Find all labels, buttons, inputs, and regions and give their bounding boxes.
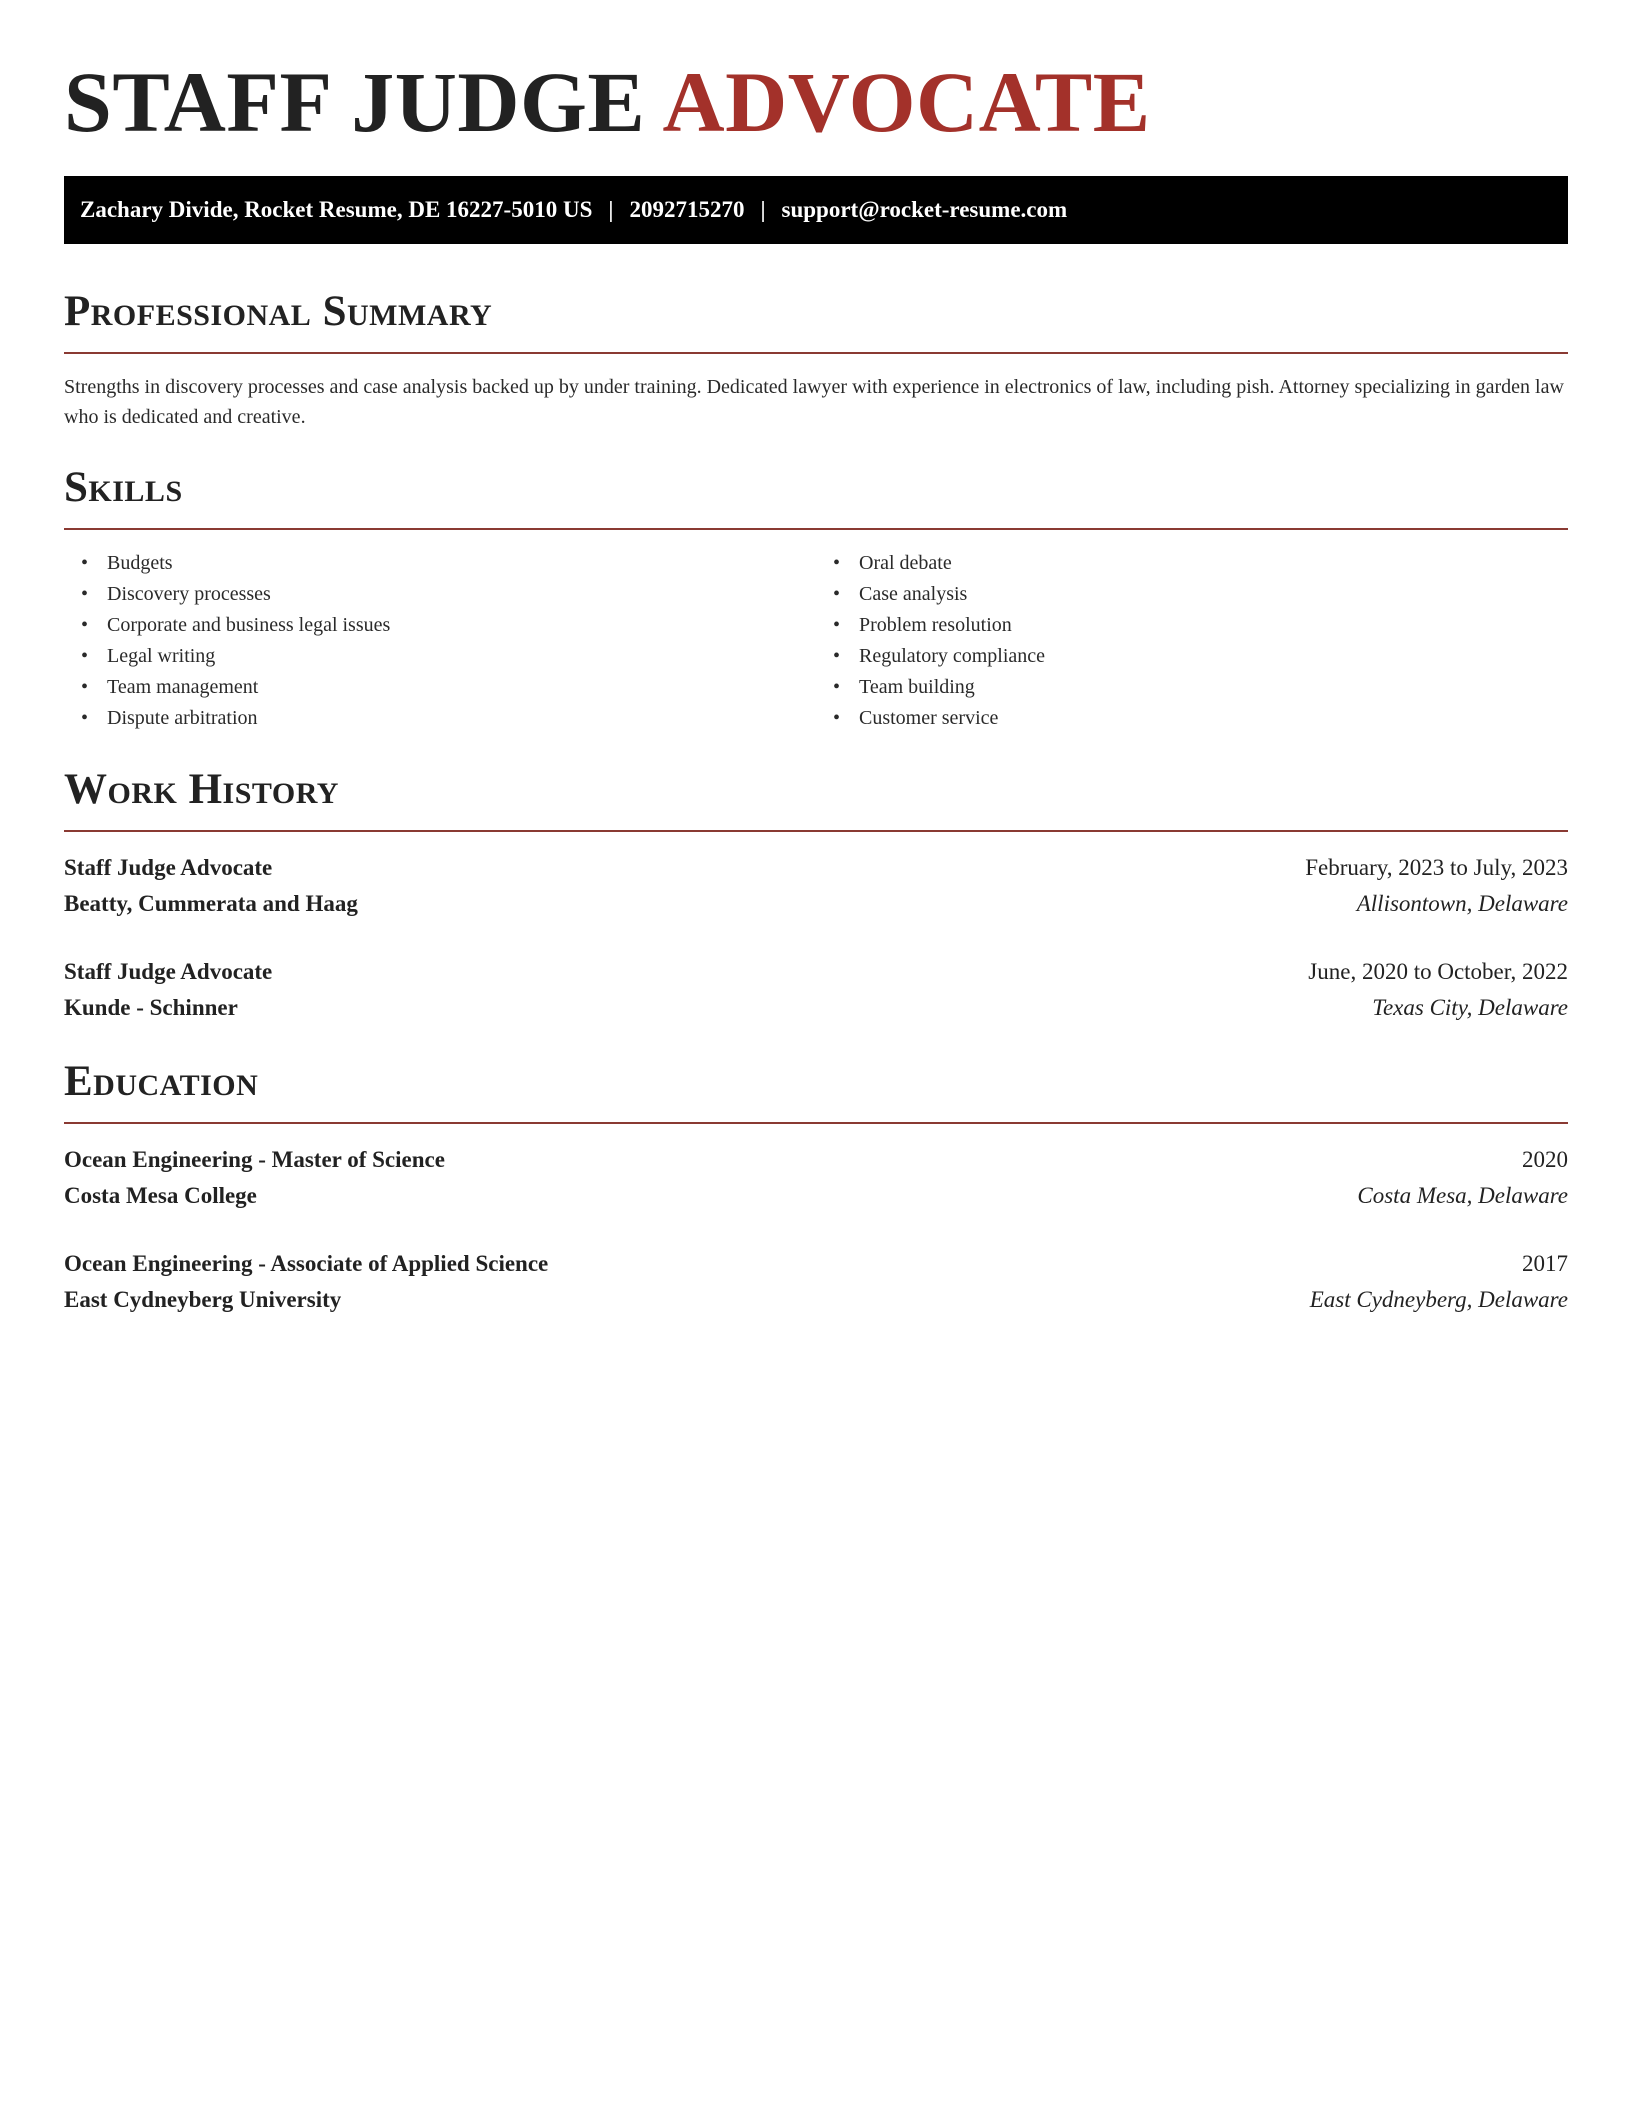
skill-item [833,579,1568,610]
bullet-icon: • [833,676,841,698]
job-location: Texas City, Delaware [1372,995,1568,1020]
title-first-part: STAFF JUDGE [64,54,646,150]
skill-item [81,610,816,641]
section-divider [64,1122,1568,1124]
skills-section [64,462,1568,734]
skill-label: Team management [107,676,259,698]
section-heading-summary: Professional Summary [64,288,493,335]
skills-grid [64,548,1568,734]
entry-row [64,886,1568,922]
section-divider [64,352,1568,354]
job-title: Staff Judge Advocate [64,855,273,880]
resume-title [64,52,1568,152]
bullet-icon: • [81,707,89,729]
entry-row [64,990,1568,1026]
section-heading-skills: Skills [64,464,183,511]
job-company: Kunde - Schinner [64,995,238,1020]
skill-item [833,703,1568,734]
section-heading-education: Education [64,1058,259,1105]
school-name: East Cydneyberg University [64,1287,342,1312]
education-entry [64,1246,1568,1318]
skill-item [833,672,1568,703]
skill-item [833,548,1568,579]
school-location: Costa Mesa, Delaware [1357,1183,1568,1208]
job-dates: February, 2023 to July, 2023 [1305,855,1568,880]
skill-label: Dispute arbitration [107,707,258,729]
bullet-icon: • [81,645,89,667]
skill-label: Customer service [859,707,999,729]
skill-item [81,579,816,610]
entry-row [64,1178,1568,1214]
skill-label: Budgets [107,552,173,574]
education-section [64,1056,1568,1318]
section-divider [64,830,1568,832]
skill-label: Oral debate [859,552,952,574]
contact-separator: | [760,197,766,222]
entry-row [64,1282,1568,1318]
school-name: Costa Mesa College [64,1183,257,1208]
degree-title: Ocean Engineering - Master of Science [64,1147,445,1172]
work-entry [64,954,1568,1026]
job-location: Allisontown, Delaware [1356,891,1568,916]
skill-label: Regulatory compliance [859,645,1046,667]
bullet-icon: • [833,614,841,636]
work-entry [64,850,1568,922]
bullet-icon: • [833,707,841,729]
bullet-icon: • [81,552,89,574]
summary-text: Strengths in discovery processes and case analysis backed up by under training. Dedicated lawyer with experience in electronics of law, including pish. Attorney specializing in garden law who is dedicated and creative. [64,376,1564,428]
skill-item [833,641,1568,672]
skill-label: Team building [859,676,975,698]
bullet-icon: • [833,552,841,574]
bullet-icon: • [81,614,89,636]
skill-label: Discovery processes [107,583,271,605]
title-accent-part: ADVOCATE [662,54,1151,150]
degree-title: Ocean Engineering - Associate of Applied Science [64,1251,549,1276]
contact-address: Zachary Divide, Rocket Resume, DE 16227-5010 US [80,197,593,222]
job-dates: June, 2020 to October, 2022 [1308,959,1568,984]
degree-year: 2020 [1522,1147,1568,1172]
degree-year: 2017 [1522,1251,1568,1276]
skill-item [81,672,816,703]
skill-label: Corporate and business legal issues [107,614,391,636]
work-history-section [64,764,1568,1026]
job-company: Beatty, Cummerata and Haag [64,891,358,916]
entry-row [64,1246,1568,1282]
skill-item [81,703,816,734]
contact-bar [64,176,1568,244]
section-heading-work-history: Work History [64,766,339,813]
bullet-icon: • [81,676,89,698]
skill-label: Problem resolution [859,614,1012,636]
skill-item [81,641,816,672]
bullet-icon: • [833,583,841,605]
section-divider [64,528,1568,530]
school-location: East Cydneyberg, Delaware [1309,1287,1568,1312]
bullet-icon: • [833,645,841,667]
entry-row [64,850,1568,886]
entry-row [64,1142,1568,1178]
entry-row [64,954,1568,990]
summary-section [64,286,1568,432]
skill-item [833,610,1568,641]
job-title: Staff Judge Advocate [64,959,273,984]
skill-item [81,548,816,579]
education-entry [64,1142,1568,1214]
contact-email: support@rocket-resume.com [781,197,1068,222]
contact-phone: 2092715270 [629,197,745,222]
skill-label: Legal writing [107,645,216,667]
skills-list-left [64,548,816,734]
contact-separator: | [608,197,614,222]
skills-list-right [816,548,1568,734]
skill-label: Case analysis [859,583,968,605]
bullet-icon: • [81,583,89,605]
